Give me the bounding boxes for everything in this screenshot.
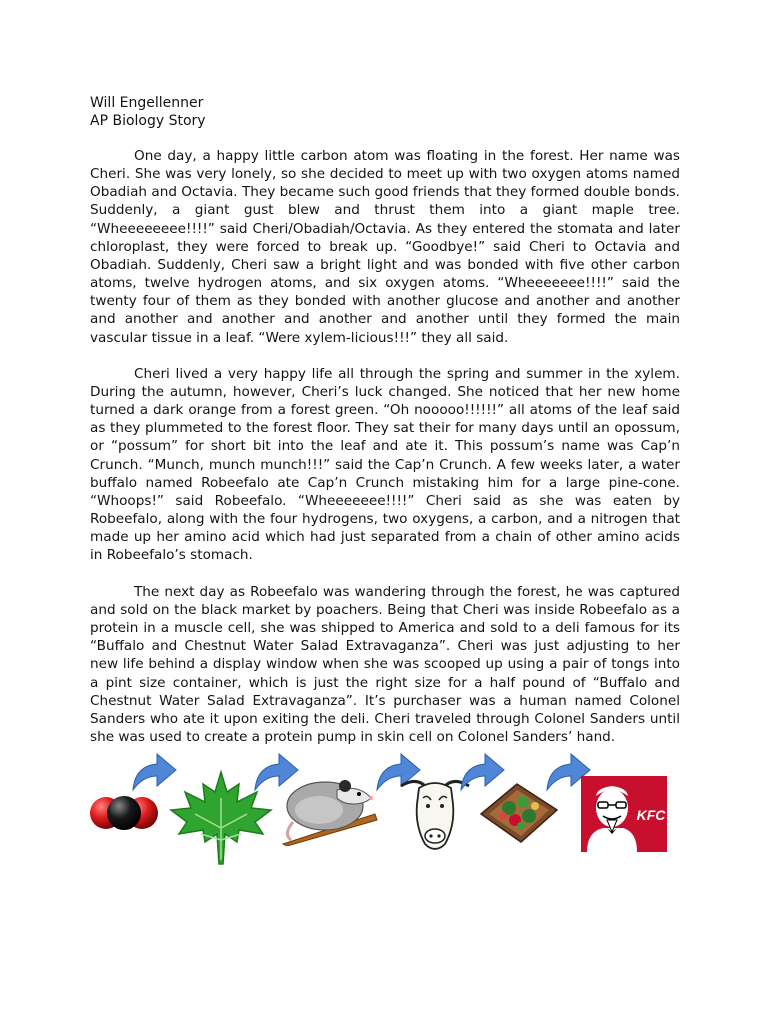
co2-molecule-icon — [89, 790, 159, 836]
story-paragraph: Cheri lived a very happy life all through the spring and summer in the xylem. During the autumn, however, Cheri’s luck changed. She noticed that her new home turned a dark orange from a forest green. “Oh nooooo!!!!!!” all atoms of the leaf said as they plummeted to the forest floor. They sat their for many days until an opossum, or “possum” for short bit into the leaf and ate it. This possum’s name was Cap’n Crunch. “Munch, munch munch!!!” said the Cap’n Crunch. A few weeks later, a water buffalo named Robeefalo ate Cap’n Crunch mistaking him for a large pine-cone. “Whoops!” said Robeefalo. “Wheeeeeee!!!!” Cheri said as she was eaten by Robeefalo, along with the four hydrogens, two oxygens, a carbon, and a nitrogen that made up her amino acid which had just separated from a chain of other amino acids in Robeefalo’s stomach. — [90, 365, 680, 564]
kfc-logo-text: KFC — [636, 807, 666, 823]
kfc-logo-icon — [581, 776, 667, 852]
author-name: Will Engellenner — [90, 95, 204, 111]
illustration-strip — [85, 744, 675, 872]
document-header — [90, 94, 206, 130]
course-title: AP Biology Story — [90, 113, 206, 129]
opossum-icon — [279, 774, 379, 846]
story-body — [90, 147, 680, 764]
story-paragraph: The next day as Robeefalo was wandering through the forest, he was captured and sold on the black market by poachers. Being that Cheri was inside Robeefalo as a protein in a muscle cell, she was shipped to America and sold to a deli famous for its “Buffalo and Chestnut Water Salad Extravaganza”. Cheri was just adjusting to her new life behind a display window when she was scooped up using a pair of tongs into a pint size container, which is just the right size for a half pound of “Buffalo and Chestnut Water Salad Extravaganza”. It’s purchaser was a human named Colonel Sanders who ate it upon exiting the deli. Cheri traveled through Colonel Sanders until she was used to create a protein pump in skin cell on Colonel Sanders’ hand. — [90, 583, 680, 745]
story-paragraph: One day, a happy little carbon atom was floating in the forest. Her name was Cheri. She was very lonely, so she decided to meet up with two oxygen atoms named Obadiah and Octavia. They became such good friends that they formed double bonds. Suddenly, a giant gust blew and thrust them into a giant maple tree. “Wheeeeeeee!!!!” said Cheri/Obadiah/Octavia. As they entered the stomata and later chloroplast, they were forced to break up. “Goodbye!” said Cheri to Octavia and Obadiah. Suddenly, Cheri saw a bright light and was bonded with five other carbon atoms, twelve hydrogen atoms, and six oxygen atoms. “Wheeeeeee!!!!” said the twenty four of them as they bonded with another glucose and another and another and another and another and another and another until they formed the main vascular tissue in a leaf. “Were xylem-licious!!!” they all said. — [90, 148, 680, 346]
